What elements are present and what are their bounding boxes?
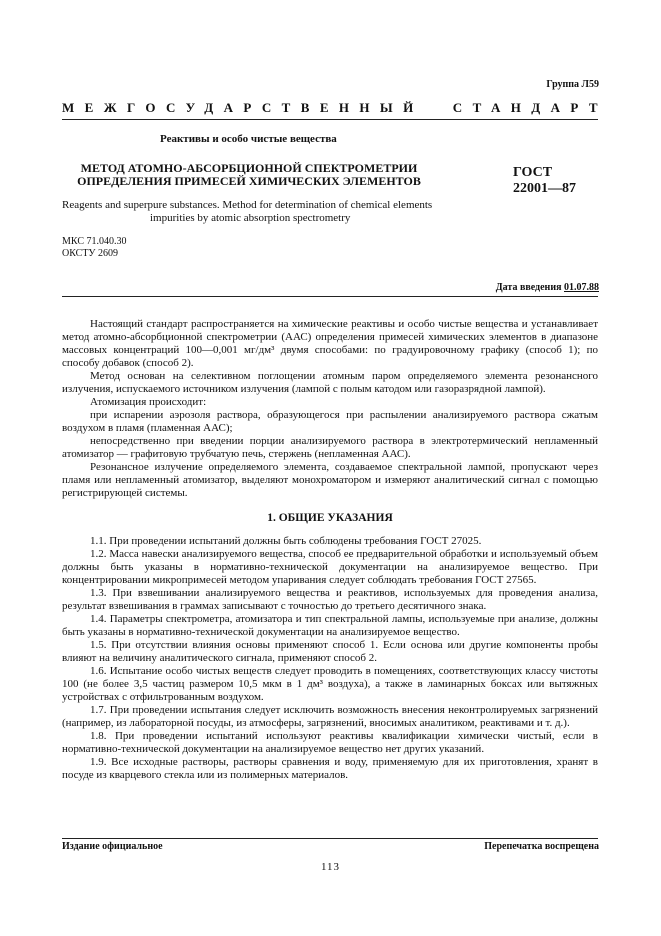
document-subtitle: Реактивы и особо чистые вещества bbox=[160, 133, 337, 145]
paragraph: при испарении аэрозоля раствора, образующегося при распылении анализируемого раствора сжатым воздухом в пламя (пламенная ААС); bbox=[62, 409, 598, 434]
english-title-line-2: impurities by atomic absorption spectrometry bbox=[150, 212, 351, 224]
gost-label: ГОСТ bbox=[513, 165, 553, 180]
classification-codes bbox=[62, 236, 126, 260]
header-rule bbox=[62, 119, 598, 120]
gost-number: 22001—87 bbox=[513, 181, 576, 196]
clause: 1.5. При отсутствии влияния основы применяют способ 1. Если основа или другие компоненты пробы влияют на величину аналитического сигнала, применяют способ 2. bbox=[62, 639, 598, 664]
gost-designation bbox=[513, 165, 576, 197]
standard-banner bbox=[62, 100, 608, 116]
paragraph: Атомизация происходит: bbox=[90, 396, 207, 408]
okstu-code: ОКСТУ 2609 bbox=[62, 248, 119, 259]
clause: 1.3. При взвешивании анализируемого вещества и реактивов, используемых для проведения анализа, результат взвешивания в граммах записывают с точностью до третьего десятичного знака. bbox=[62, 587, 598, 612]
title-line-1: МЕТОД АТОМНО-АБСОРБЦИОННОЙ СПЕКТРОМЕТРИИ bbox=[80, 161, 418, 175]
document-title bbox=[66, 162, 432, 188]
paragraph: Настоящий стандарт распространяется на химические реактивы и особо чистые вещества и устанавливает метод атомно-абсорбционной спектрометрии (ААС) определения примесей химических элементов в диапазоне массовых концентраций 100—0,001 мг/дм³ двумя способами: по градуировочному графику (способ 1); по способу добавок (способ 2). bbox=[62, 318, 598, 369]
page-number: 113 bbox=[320, 861, 341, 873]
clause: 1.6. Испытание особо чистых веществ следует проводить в помещениях, соответствующих классу чистоты 100 (не более 3,5 частиц размером 10,5 мкм в 1 дм³ воздуха), а также в ламинарных боксах или вытяжных устройствах с отфильтрованным воздухом. bbox=[62, 665, 598, 703]
mks-code: МКС 71.040.30 bbox=[62, 236, 127, 247]
clause: 1.2. Масса навески анализируемого вещества, способ ее предварительной обработки и используемый объем должны быть указаны в нормативно-технической документации на анализируемое вещество. При концентрировании микропримесей методом упаривания следует соблюдать требования ГОСТ 27565. bbox=[62, 548, 598, 586]
footer-rule bbox=[62, 838, 598, 839]
section-title: 1. ОБЩИЕ УКАЗАНИЯ bbox=[267, 512, 393, 524]
clause: 1.8. При проведении испытаний используют реактивы квалификации химически чистый, если в нормативно-технической документации на анализируемое вещество нет других указаний. bbox=[62, 730, 598, 755]
official-edition-note: Издание официальное bbox=[62, 841, 163, 852]
intro-rule bbox=[62, 296, 598, 297]
english-title-line-1: Reagents and superpure substances. Method for determination of chemical elements bbox=[62, 199, 433, 211]
paragraph: непосредственно при введении порции анализируемого раствора в электротермический непламенный атомизатор — графитовую трубчатую печь, стержень (непламенная ААС). bbox=[62, 435, 598, 460]
group-code: Группа Л59 bbox=[546, 79, 599, 90]
intro-date-value: 01.07.88 bbox=[564, 282, 599, 293]
introduction-date bbox=[496, 282, 599, 293]
title-line-2: ОПРЕДЕЛЕНИЯ ПРИМЕСЕЙ ХИМИЧЕСКИХ ЭЛЕМЕНТОВ bbox=[77, 174, 421, 188]
clause: 1.4. Параметры спектрометра, атомизатора и тип спектральной лампы, используемые при анализе, должны быть указаны в нормативно-технической документации на анализируемое вещество. bbox=[62, 613, 598, 638]
clause: 1.7. При проведении испытания следует исключить возможность внесения неконтролируемых загрязнений (например, из лабораторной посуды, из атмосферы, загрязнений, вносимых аналитиком, реактивами и т. д.). bbox=[62, 704, 598, 729]
clause: 1.1. При проведении испытаний должны быть соблюдены требования ГОСТ 27025. bbox=[90, 535, 482, 547]
banner-left: МЕЖГОСУДАРСТВЕННЫЙ bbox=[62, 100, 424, 115]
paragraph: Резонансное излучение определяемого элемента, создаваемое спектральной лампой, пропускают через пламя или непламенный атомизатор, выделяют монохроматором и измеряют аналитический сигнал с помощью регистрирующей системы. bbox=[62, 461, 598, 499]
banner-right: СТАНДАРТ bbox=[452, 100, 608, 115]
intro-date-label: Дата введения bbox=[495, 282, 562, 293]
paragraph: Метод основан на селективном поглощении атомным паром определяемого элемента резонансного излучения, испускаемого источником излучения (лампой с полым катодом или газоразрядной лампой). bbox=[62, 370, 598, 395]
english-title bbox=[62, 199, 452, 225]
reprint-prohibited-note: Перепечатка воспрещена bbox=[484, 841, 599, 852]
clause: 1.9. Все исходные растворы, растворы сравнения и воду, применяемую для их приготовления, хранят в посуде из кварцевого стекла или из полимерных материалов. bbox=[62, 756, 598, 781]
document-body bbox=[62, 318, 598, 782]
